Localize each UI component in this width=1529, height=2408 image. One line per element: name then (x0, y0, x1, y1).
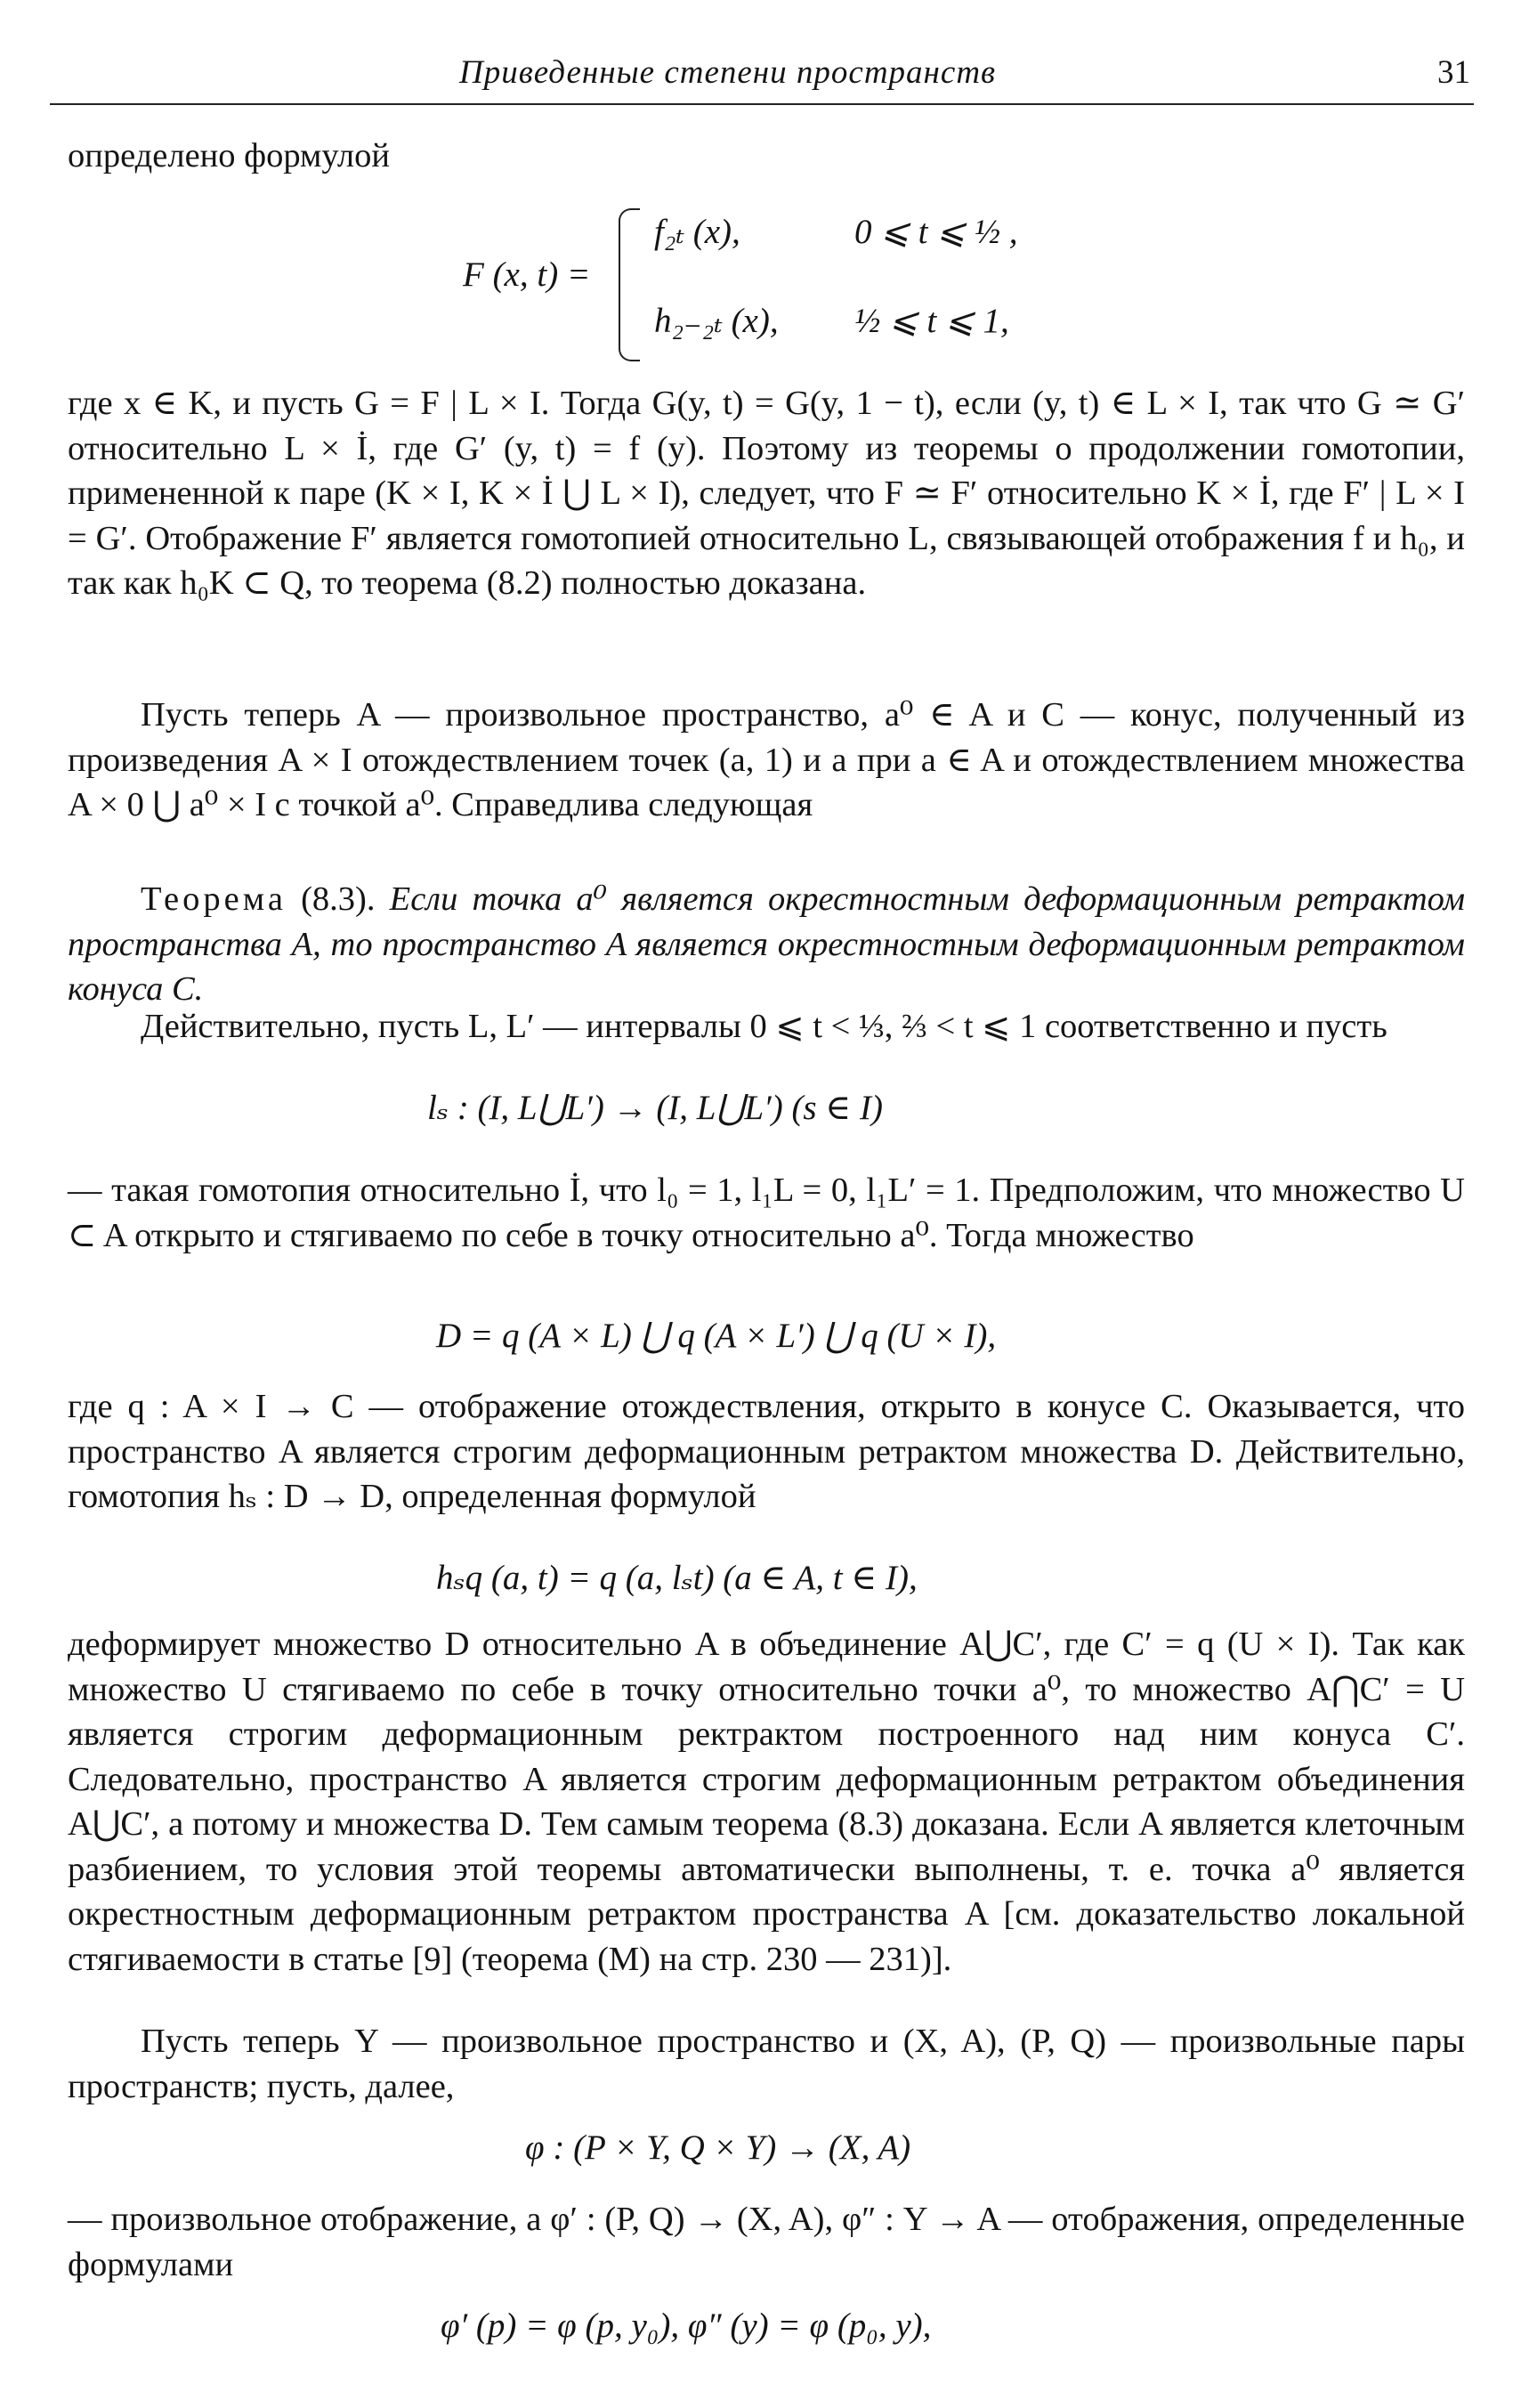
paragraph-2: Пусть теперь A — произвольное пространство, a⁰ ∈ A и C — конус, полученный из произведения A × I отождествлением точек (a, 1) и a при a ∈ A и отождествлением множества A × 0 ⋃ a⁰ × I с точкой a⁰. Справедлива следующая (68, 696, 1465, 823)
formula-phi: φ : (P × Y, Q × Y) → (X, A) (525, 2128, 911, 2167)
formula-hs: hₛq (a, t) = q (a, lₛt) (a ∈ A, t ∈ I), (436, 1559, 918, 1597)
page-number: 31 (1437, 54, 1470, 91)
paragraph-7: Пусть теперь Y — произвольное пространство и (X, A), (P, Q) — произвольные пары пространств; пусть, далее, (68, 2023, 1465, 2105)
piecewise-formula-F (463, 203, 1139, 372)
formula-F-cond2: ½ ⩽ t ⩽ 1, (854, 302, 1009, 340)
formula-F-case1: f₂ₜ (x), (654, 213, 740, 251)
running-title: Приведенные степени пространств (459, 54, 997, 91)
paragraph-6: деформирует множество D относительно A в объединение A⋃C′, где C′ = q (U × I). Так как множество U стягиваемо по себе в точку относительно точки a⁰, то множество A⋂C′ = U является строгим деформационным ректрактом построенного над ним конуса C′. Следовательно, пространство A является строгим деформационным ретрактом объединения A⋃C′, а потому и множества D. Тем самым теорема (8.3) доказана. Если A является клеточным разбиением, то условия этой теоремы автоматически выполнены, т. е. точка a⁰ является окрестностным деформационным ретрактом пространства A [см. доказательство локальной стягиваемости в статье [9] (теорема (M) на стр. 230 — 231)]. (68, 1626, 1465, 1978)
theorem-8-3 (68, 877, 1465, 1012)
formula-D: D = q (A × L) ⋃ q (A × L′) ⋃ q (U × I), (436, 1317, 997, 1355)
theorem-label: Теорема (141, 880, 287, 918)
formula-phi-prime: φ′ (p) = φ (p, y₀), φ″ (y) = φ (p₀, y), (441, 2307, 932, 2345)
intro-line: определено формулой (68, 137, 390, 174)
paragraph-5: где q : A × I → C — отображение отождествления, открыто в конусе C. Оказывается, что пространство A является строгим деформационным ретрактом множества D. Действительно, гомотопия hₛ : D → D, определенная формулой (68, 1388, 1465, 1515)
formula-ls: lₛ : (I, L⋃L′) → (I, L⋃L′) (s ∈ I) (427, 1089, 883, 1127)
paragraph-4: — такая гомотопия относительно İ, что l₀ = 1, l₁L = 0, l₁L′ = 1. Предположим, что множество U ⊂ A открыто и стягиваемо по себе в точку относительно a⁰. Тогда множество (68, 1172, 1465, 1254)
paragraph-3: Действительно, пусть L, L′ — интервалы 0 ⩽ t < ⅓, ⅔ < t ⩽ 1 соответственно и пусть (141, 1008, 1387, 1045)
theorem-statement: Если точка a⁰ является окрестностным деформационным ретрактом пространства A, то пространство A является окрестностным деформационным ретрактом конуса C. (68, 880, 1466, 1008)
page-header (50, 53, 1474, 105)
left-brace (619, 208, 640, 361)
formula-F-case2: h₂₋₂ₜ (x), (654, 302, 779, 340)
formula-F-lhs: F (x, t) = (463, 255, 591, 294)
paragraph-1: где x ∈ K, и пусть G = F | L × I. Тогда G(y, t) = G(y, 1 − t), если (y, t) ∈ L × I, так что G ≃ G′ относительно L × İ, где G′ (y, t) = f (y). Поэтому из теоремы о продолжении гомотопии, примененной к паре (K × I, K × İ ⋃ L × I), следует, что F ≃ F′ относительно K × İ, где F′ | L × I = G′. Отображение F′ является гомотопией относительно L, связывающей отображения f и h₀, и так как h₀K ⊂ Q, то теорема (8.2) полностью доказана. (68, 385, 1465, 602)
formula-F-cond1: 0 ⩽ t ⩽ ½ , (854, 213, 1018, 251)
theorem-number: (8.3). (301, 880, 376, 918)
paragraph-8: — произвольное отображение, а φ′ : (P, Q) → (X, A), φ″ : Y → A — отображения, определенные формулами (68, 2201, 1465, 2283)
